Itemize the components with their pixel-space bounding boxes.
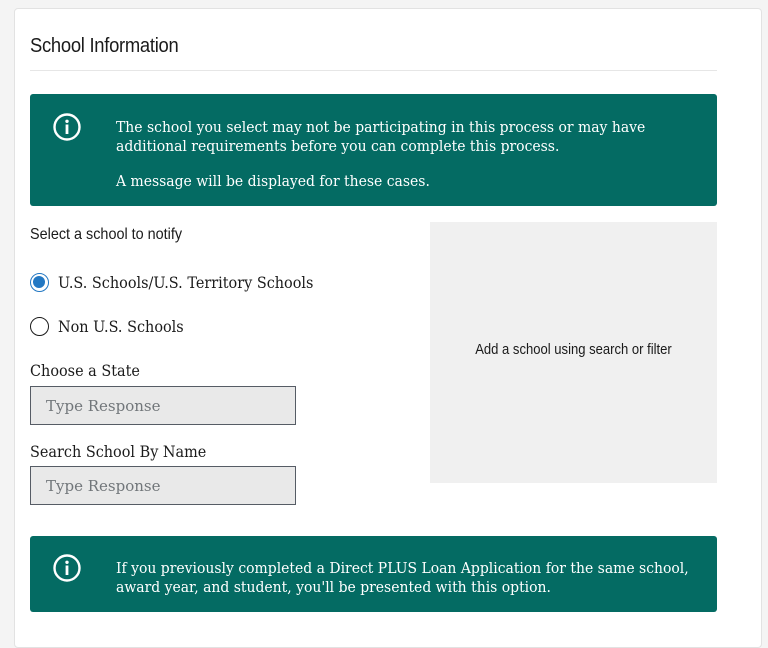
radio-non-us-schools[interactable] (30, 317, 193, 336)
radio-label: U.S. Schools/U.S. Territory Schools (58, 273, 314, 292)
alert-message: If you previously completed a Direct PLUS Loan Application for the same school, award year, and student, you'll be presented with this option. (116, 559, 689, 596)
state-field-label: Choose a State (30, 362, 140, 380)
info-alert-direct-plus (30, 536, 717, 612)
school-results-panel (430, 222, 717, 483)
alert-note: A message will be displayed for these cases. (116, 172, 430, 190)
radio-button-checked[interactable] (30, 273, 49, 292)
info-alert-participation (30, 94, 717, 206)
school-name-input[interactable] (30, 466, 296, 505)
section-title: School Information (30, 35, 179, 57)
radio-us-schools[interactable] (30, 273, 333, 292)
info-circle-icon (52, 112, 82, 142)
school-select-label: Select a school to notify (30, 226, 183, 243)
title-divider (30, 70, 717, 71)
results-empty-message: Add a school using search or filter (475, 342, 672, 358)
radio-button-unchecked[interactable] (30, 317, 49, 336)
school-name-field-label: Search School By Name (30, 443, 207, 461)
alert-message: The school you select may not be participating in this process or may have additional requirements before you can complete this process. (116, 118, 646, 155)
state-input[interactable] (30, 386, 296, 425)
radio-label: Non U.S. Schools (58, 317, 184, 336)
info-circle-icon (52, 553, 82, 583)
